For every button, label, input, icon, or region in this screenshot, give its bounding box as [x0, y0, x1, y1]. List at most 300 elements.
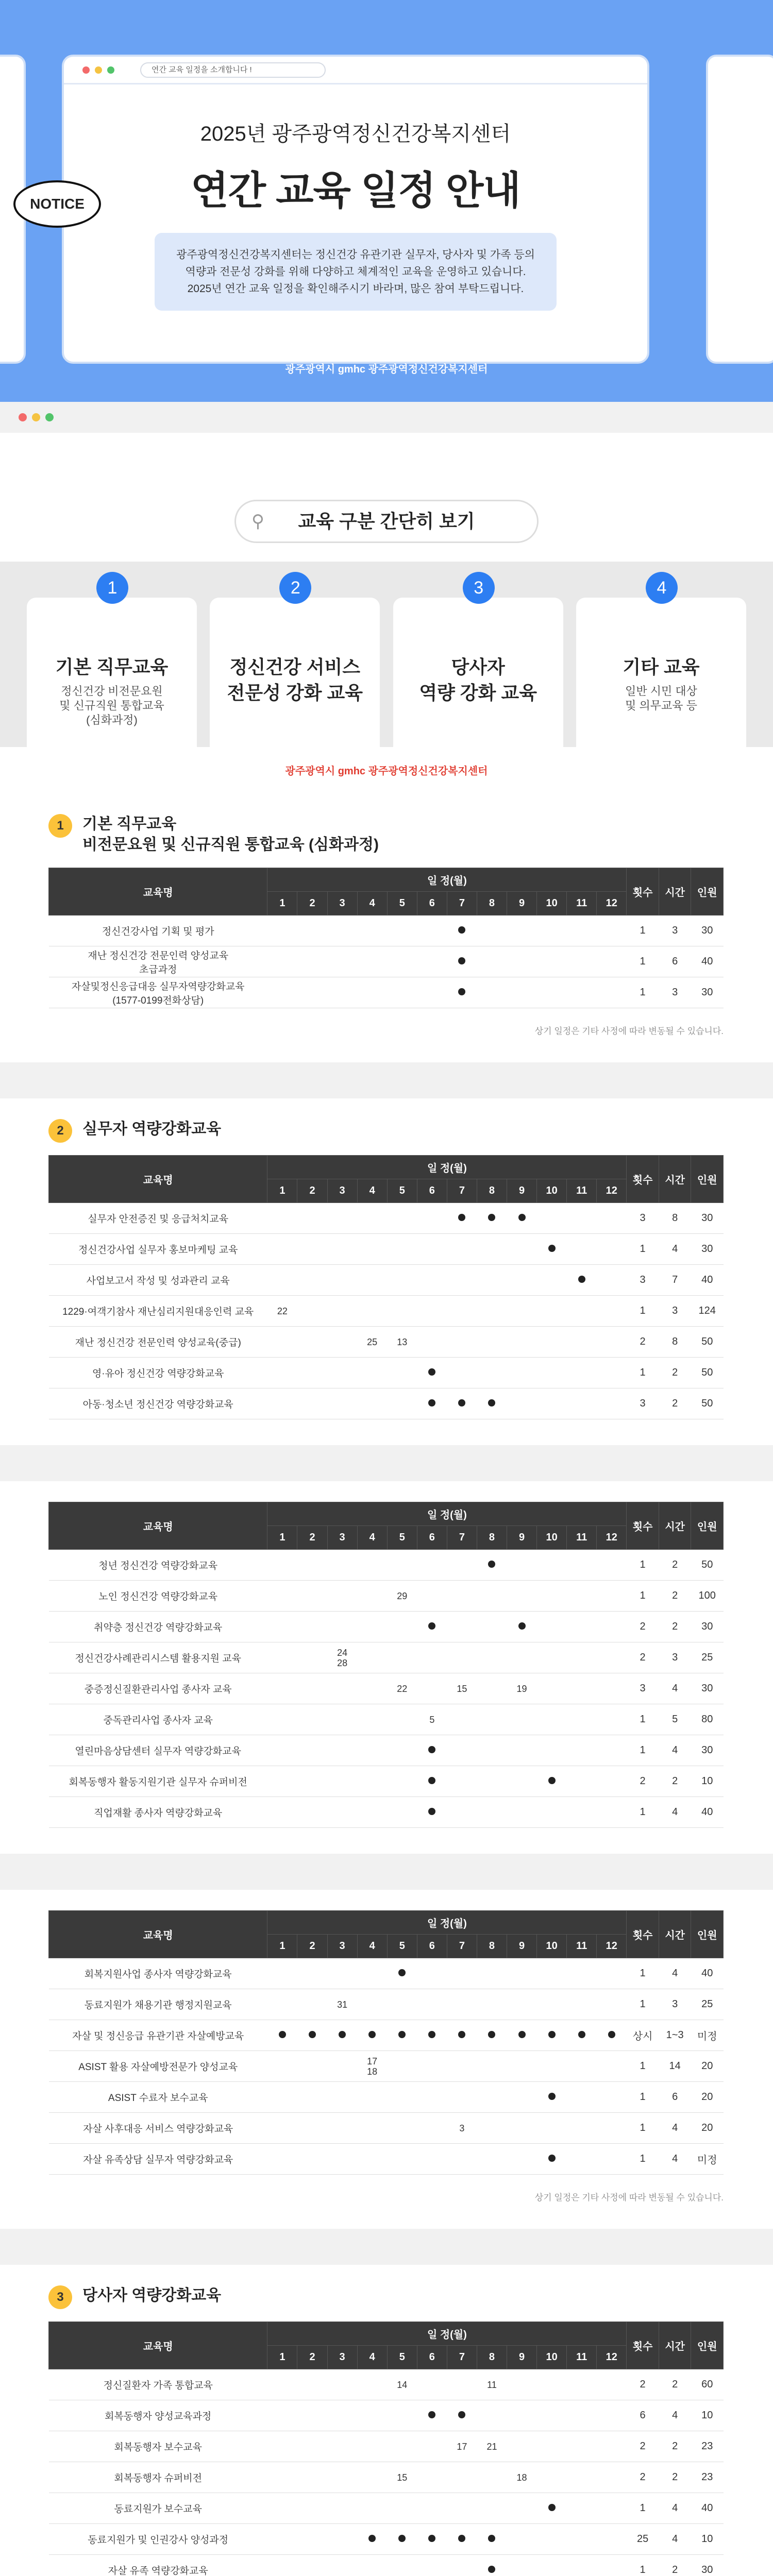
month-cell	[447, 1203, 477, 1234]
hours-cell: 4	[659, 1958, 691, 1989]
month-cell	[597, 946, 627, 977]
month-cell	[267, 1958, 297, 1989]
month-cell	[387, 1388, 417, 1419]
schedule-dot-icon	[398, 2031, 406, 2038]
schedule-note: 상기 일정은 기타 사정에 따라 변동될 수 있습니다.	[534, 1026, 724, 1036]
month-header: 1	[267, 1179, 297, 1203]
month-cell	[477, 2144, 507, 2175]
month-cell	[537, 1797, 567, 1828]
hours-cell: 3	[659, 916, 691, 946]
table-row	[49, 1388, 724, 1419]
month-cell	[327, 1612, 357, 1642]
summary-footer-logo: 광주광역시 gmhc 광주광역정신건강복지센터	[285, 766, 488, 777]
month-cell	[597, 2020, 627, 2051]
month-header: 2	[297, 892, 327, 916]
month-cell	[537, 2082, 567, 2113]
course-name: 동료지원가 및 인권강사 양성과정	[49, 2524, 267, 2555]
month-cell	[297, 2462, 327, 2493]
month-cell	[447, 946, 477, 977]
month-cell	[597, 1203, 627, 1234]
desc-line: 역량과 전문성 강화를 위해 다양하고 체계적인 교육을 운영하고 있습니다.	[185, 266, 526, 278]
month-cell	[357, 1797, 387, 1828]
month-cell	[477, 916, 507, 946]
month-cell	[327, 1388, 357, 1419]
month-cell	[417, 2020, 447, 2051]
month-cell	[477, 1989, 507, 2020]
col-hours: 시간	[659, 2322, 691, 2369]
month-cell	[477, 1704, 507, 1735]
month-cell	[537, 1735, 567, 1766]
count-cell: 1	[627, 2493, 659, 2524]
month-cell	[327, 1203, 357, 1234]
people-cell: 30	[691, 2555, 724, 2576]
month-cell	[597, 1550, 627, 1581]
month-cell	[567, 2555, 597, 2576]
month-cell	[477, 946, 507, 977]
month-cell	[537, 1358, 567, 1388]
section-heading	[0, 1119, 773, 1143]
hours-cell: 2	[659, 2462, 691, 2493]
month-cell	[267, 2144, 297, 2175]
people-cell: 25	[691, 1989, 724, 2020]
month-cell	[597, 1958, 627, 1989]
month-cell	[567, 2524, 597, 2555]
month-cell	[297, 2493, 327, 2524]
card-number: 3	[463, 572, 495, 604]
month-cell	[417, 1203, 447, 1234]
month-cell	[537, 1203, 567, 1234]
table-row	[49, 2400, 724, 2431]
month-cell	[447, 1958, 477, 1989]
month-cell	[327, 1234, 357, 1265]
month-header: 6	[417, 1935, 447, 1958]
schedule-dot-icon	[428, 2411, 435, 2418]
table-row	[49, 1797, 724, 1828]
month-cell	[567, 1550, 597, 1581]
month-cell	[357, 977, 387, 1008]
month-cell	[447, 977, 477, 1008]
month-cell	[597, 1735, 627, 1766]
month-cell	[567, 2144, 597, 2175]
schedule-table	[48, 1502, 724, 1828]
month-cell	[537, 2524, 567, 2555]
people-cell: 30	[691, 977, 724, 1008]
col-people: 인원	[691, 2322, 724, 2369]
people-cell: 30	[691, 1735, 724, 1766]
month-cell	[417, 1296, 447, 1327]
month-cell	[357, 1642, 387, 1673]
hours-cell: 3	[659, 1296, 691, 1327]
month-cell	[387, 1358, 417, 1388]
month-cell	[327, 2020, 357, 2051]
month-cell	[537, 2431, 567, 2462]
month-header: 11	[567, 1935, 597, 1958]
table-row	[49, 1203, 724, 1234]
month-cell	[477, 1766, 507, 1797]
month-cell	[567, 916, 597, 946]
card-title: 기본 직무교육	[55, 656, 169, 677]
schedule-section	[0, 1098, 773, 1445]
month-cell	[447, 2020, 477, 2051]
hours-cell: 1~3	[659, 2020, 691, 2051]
month-cell: 14	[387, 2369, 417, 2400]
card-number: 4	[646, 572, 678, 604]
count-cell: 2	[627, 1642, 659, 1673]
col-months: 일 정(월)	[267, 1502, 627, 1526]
month-cell	[267, 2082, 297, 2113]
course-name: 동료지원가 채용기관 행정지원교육	[49, 1989, 267, 2020]
schedule-dot-icon	[578, 1276, 585, 1283]
month-cell	[387, 1735, 417, 1766]
month-cell	[447, 2524, 477, 2555]
col-people: 인원	[691, 1502, 724, 1550]
month-cell	[567, 2493, 597, 2524]
schedule-dot-icon	[548, 1777, 556, 1784]
month-cell	[567, 1989, 597, 2020]
desc-line: 2025년 연간 교육 일정을 확인해주시기 바라며, 많은 참여 부탁드립니다.	[187, 283, 524, 295]
month-cell	[267, 2462, 297, 2493]
month-cell	[327, 916, 357, 946]
month-cell	[507, 1704, 537, 1735]
month-cell	[567, 2431, 597, 2462]
month-cell	[417, 1265, 447, 1296]
yellow-dot-icon	[32, 413, 40, 421]
month-header: 7	[447, 1526, 477, 1550]
schedule-dot-icon	[458, 2411, 465, 2418]
schedule-dot-icon	[518, 1622, 526, 1630]
month-header: 10	[537, 2346, 567, 2369]
count-cell: 2	[627, 2431, 659, 2462]
month-cell	[267, 1327, 297, 1358]
count-cell: 1	[627, 1296, 659, 1327]
month-cell	[507, 1612, 537, 1642]
month-header: 4	[357, 2346, 387, 2369]
month-cell	[357, 1612, 387, 1642]
count-cell: 6	[627, 2400, 659, 2431]
card-number: 1	[96, 572, 128, 604]
course-name: 노인 정신건강 역량강화교육	[49, 1581, 267, 1612]
month-cell	[267, 1989, 297, 2020]
month-cell	[327, 1673, 357, 1704]
month-cell	[597, 1766, 627, 1797]
month-cell	[507, 2400, 537, 2431]
month-cell	[297, 1735, 327, 1766]
schedule-dot-icon	[488, 2535, 495, 2542]
month-cell	[327, 2144, 357, 2175]
section-heading	[0, 2285, 773, 2309]
hours-cell: 4	[659, 1673, 691, 1704]
month-cell: 5	[417, 1704, 447, 1735]
month-cell	[507, 2369, 537, 2400]
summary-search-label: 교육 구분 간단히 보기	[298, 511, 475, 532]
month-cell	[297, 977, 327, 1008]
table-row	[49, 1612, 724, 1642]
month-header: 9	[507, 892, 537, 916]
month-cell: 15	[387, 2462, 417, 2493]
month-header: 5	[387, 892, 417, 916]
month-cell	[297, 1958, 327, 1989]
month-cell	[387, 916, 417, 946]
course-name: 동료지원가 보수교육	[49, 2493, 267, 2524]
month-cell	[387, 2051, 417, 2082]
schedule-dot-icon	[368, 2535, 376, 2542]
hours-cell: 5	[659, 1704, 691, 1735]
schedule-dot-icon	[309, 2031, 316, 2038]
hours-cell: 3	[659, 977, 691, 1008]
month-cell	[297, 1673, 327, 1704]
people-cell: 80	[691, 1704, 724, 1735]
month-cell	[597, 1673, 627, 1704]
month-cell	[357, 1766, 387, 1797]
hours-cell: 8	[659, 1203, 691, 1234]
month-cell	[597, 1388, 627, 1419]
month-cell	[447, 2555, 477, 2576]
month-cell	[387, 2555, 417, 2576]
schedule-table	[48, 1910, 724, 2175]
month-cell	[297, 2020, 327, 2051]
month-cell	[477, 2082, 507, 2113]
yellow-dot-icon	[95, 66, 102, 74]
month-cell	[447, 2051, 477, 2082]
month-cell	[567, 2051, 597, 2082]
hero-subtitle: 2025년 광주광역정신건강복지센터	[200, 123, 511, 145]
table-row	[49, 1958, 724, 1989]
people-cell: 40	[691, 946, 724, 977]
table-row	[49, 2113, 724, 2144]
month-cell	[597, 2113, 627, 2144]
schedule-dot-icon	[578, 2031, 585, 2038]
month-cell	[417, 1673, 447, 1704]
month-cell	[537, 2369, 567, 2400]
month-cell	[387, 1612, 417, 1642]
month-cell	[417, 1327, 447, 1358]
count-cell: 1	[627, 1704, 659, 1735]
month-cell	[567, 1735, 597, 1766]
month-cell	[597, 916, 627, 946]
month-cell	[537, 2555, 567, 2576]
hours-cell: 4	[659, 2400, 691, 2431]
course-name: 정신질환자 가족 통합교육	[49, 2369, 267, 2400]
month-cell	[447, 2369, 477, 2400]
month-cell	[327, 2369, 357, 2400]
month-cell	[357, 916, 387, 946]
table-row	[49, 977, 724, 1008]
month-cell	[327, 1958, 357, 1989]
month-cell	[387, 2400, 417, 2431]
month-cell	[477, 1296, 507, 1327]
table-row	[49, 2369, 724, 2400]
month-cell	[297, 1203, 327, 1234]
month-cell	[387, 2524, 417, 2555]
month-header: 9	[507, 1179, 537, 1203]
col-count: 횟수	[627, 1502, 659, 1550]
month-cell	[537, 1296, 567, 1327]
month-cell	[507, 1327, 537, 1358]
month-cell	[597, 1296, 627, 1327]
schedule-blocks	[0, 793, 773, 2576]
month-cell	[507, 2020, 537, 2051]
month-cell	[567, 1704, 597, 1735]
month-cell	[597, 1989, 627, 2020]
month-cell	[477, 1388, 507, 1419]
schedule-table	[48, 1155, 724, 1419]
month-cell	[447, 2493, 477, 2524]
month-cell	[567, 1327, 597, 1358]
course-name: 사업보고서 작성 및 성과관리 교육	[49, 1265, 267, 1296]
month-header: 11	[567, 2346, 597, 2369]
month-cell	[387, 1704, 417, 1735]
count-cell: 3	[627, 1265, 659, 1296]
month-cell	[297, 1234, 327, 1265]
month-cell	[597, 2082, 627, 2113]
month-cell	[507, 946, 537, 977]
section-number-badge: 2	[48, 1119, 72, 1143]
section-title: 실무자 역량강화교육	[82, 1121, 222, 1138]
table-row	[49, 2020, 724, 2051]
schedule-dot-icon	[428, 1368, 435, 1376]
col-hours: 시간	[659, 868, 691, 916]
month-cell	[267, 1358, 297, 1388]
hours-cell: 6	[659, 2082, 691, 2113]
month-cell	[297, 1265, 327, 1296]
month-cell	[507, 1581, 537, 1612]
month-cell	[537, 1550, 567, 1581]
cards-band	[0, 562, 773, 747]
month-header: 6	[417, 1179, 447, 1203]
card-title: 기타 교육	[623, 656, 700, 677]
month-cell	[567, 1958, 597, 1989]
hours-cell: 14	[659, 2051, 691, 2082]
green-dot-icon	[45, 413, 54, 421]
month-header: 2	[297, 1179, 327, 1203]
green-dot-icon	[107, 66, 114, 74]
month-cell	[357, 1358, 387, 1388]
month-cell	[477, 1234, 507, 1265]
month-cell	[387, 1958, 417, 1989]
people-cell: 50	[691, 1358, 724, 1388]
month-cell	[417, 1989, 447, 2020]
month-cell	[327, 2051, 357, 2082]
col-count: 횟수	[627, 2322, 659, 2369]
month-header: 1	[267, 892, 297, 916]
month-cell	[357, 2082, 387, 2113]
month-cell	[447, 2400, 477, 2431]
month-cell	[417, 2462, 447, 2493]
month-cell	[327, 2113, 357, 2144]
course-name: 재난 정신건강 전문인력 양성교육 초급과정	[49, 946, 267, 977]
hours-cell: 2	[659, 1766, 691, 1797]
month-cell	[327, 1296, 357, 1327]
col-name: 교육명	[49, 2322, 267, 2369]
people-cell: 30	[691, 1234, 724, 1265]
month-cell	[327, 2462, 357, 2493]
month-cell	[447, 1327, 477, 1358]
people-cell: 10	[691, 1766, 724, 1797]
month-cell	[267, 1203, 297, 1234]
month-header: 8	[477, 1179, 507, 1203]
month-cell	[297, 1704, 327, 1735]
notice-bubble: NOTICE	[13, 180, 101, 228]
section-dots	[0, 402, 773, 433]
month-cell	[297, 1989, 327, 2020]
month-header: 3	[327, 1526, 357, 1550]
month-cell	[267, 1265, 297, 1296]
count-cell: 1	[627, 1550, 659, 1581]
month-cell	[417, 916, 447, 946]
month-cell	[357, 2020, 387, 2051]
month-header: 3	[327, 2346, 357, 2369]
table-row	[49, 1735, 724, 1766]
hours-cell: 2	[659, 2555, 691, 2576]
month-cell	[507, 1388, 537, 1419]
month-cell	[327, 977, 357, 1008]
month-cell	[327, 1327, 357, 1358]
month-cell	[537, 2144, 567, 2175]
schedule-dot-icon	[548, 2155, 556, 2162]
course-name: 회복동행자 보수교육	[49, 2431, 267, 2462]
table-row	[49, 2493, 724, 2524]
month-cell	[267, 2369, 297, 2400]
month-cell	[357, 1989, 387, 2020]
table-row	[49, 1265, 724, 1296]
month-cell	[507, 2555, 537, 2576]
month-cell	[417, 2524, 447, 2555]
month-cell	[507, 1234, 537, 1265]
month-header: 12	[597, 1179, 627, 1203]
month-cell	[297, 1358, 327, 1388]
month-header: 2	[297, 2346, 327, 2369]
month-cell	[267, 1581, 297, 1612]
course-name: 자살 유족상담 실무자 역량강화교육	[49, 2144, 267, 2175]
hours-cell: 2	[659, 1388, 691, 1419]
month-cell	[477, 2400, 507, 2431]
summary-card	[210, 578, 380, 757]
month-cell	[327, 2555, 357, 2576]
month-cell	[297, 946, 327, 977]
month-cell	[417, 946, 447, 977]
count-cell: 1	[627, 1581, 659, 1612]
month-cell	[417, 1958, 447, 1989]
count-cell: 상시	[627, 2020, 659, 2051]
month-cell	[357, 2555, 387, 2576]
month-cell	[267, 1388, 297, 1419]
month-cell	[477, 2555, 507, 2576]
month-cell	[387, 1989, 417, 2020]
schedule-dot-icon	[458, 926, 465, 934]
month-cell	[387, 1203, 417, 1234]
month-header: 11	[567, 1526, 597, 1550]
month-cell	[537, 2493, 567, 2524]
month-cell	[297, 2431, 327, 2462]
course-name: 회복동행자 활동지원기관 실무자 슈퍼비전	[49, 1766, 267, 1797]
schedule-dot-icon	[488, 2031, 495, 2038]
month-cell	[387, 946, 417, 977]
people-cell: 30	[691, 1673, 724, 1704]
month-header: 3	[327, 1935, 357, 1958]
month-header: 3	[327, 1179, 357, 1203]
count-cell: 25	[627, 2524, 659, 2555]
month-cell	[297, 1550, 327, 1581]
month-cell	[567, 1296, 597, 1327]
month-cell	[597, 2524, 627, 2555]
month-cell	[267, 2431, 297, 2462]
month-cell	[417, 2051, 447, 2082]
month-cell	[387, 1265, 417, 1296]
table-row	[49, 1550, 724, 1581]
course-name: 열린마음상담센터 실무자 역량강화교육	[49, 1735, 267, 1766]
month-cell	[417, 2082, 447, 2113]
month-cell: 13	[387, 1327, 417, 1358]
